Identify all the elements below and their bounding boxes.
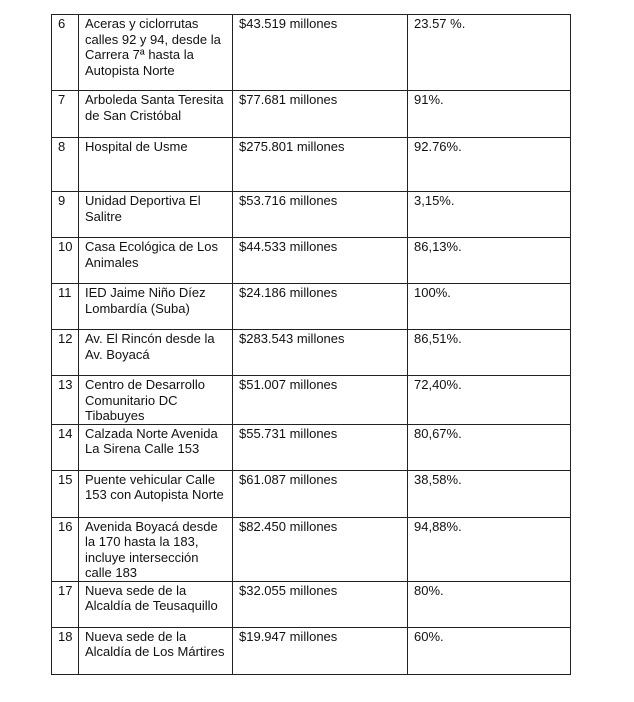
project-cost: $283.543 millones	[233, 330, 408, 376]
row-number: 8	[52, 138, 79, 192]
project-cost: $44.533 millones	[233, 238, 408, 284]
project-cost: $55.731 millones	[233, 424, 408, 470]
project-cost: $275.801 millones	[233, 138, 408, 192]
project-name: Av. El Rincón desde la Av. Boyacá	[79, 330, 233, 376]
project-name: IED Jaime Niño Díez Lombardía (Suba)	[79, 284, 233, 330]
project-cost: $19.947 millones	[233, 627, 408, 674]
project-name: Casa Ecológica de Los Animales	[79, 238, 233, 284]
table-row	[52, 627, 571, 674]
table-row	[52, 424, 571, 470]
project-progress: 86,51%.	[408, 330, 571, 376]
row-number: 11	[52, 284, 79, 330]
project-name: Nueva sede de la Alcaldía de Los Mártires	[79, 627, 233, 674]
row-number: 13	[52, 376, 79, 425]
table-row	[52, 15, 571, 91]
project-name: Centro de Desarrollo Comunitario DC Tibabuyes	[79, 376, 233, 425]
row-number: 10	[52, 238, 79, 284]
project-progress: 3,15%.	[408, 192, 571, 238]
table-row	[52, 330, 571, 376]
project-progress: 38,58%.	[408, 470, 571, 517]
row-number: 17	[52, 581, 79, 627]
row-number: 15	[52, 470, 79, 517]
project-cost: $82.450 millones	[233, 517, 408, 581]
project-name: Avenida Boyacá desde la 170 hasta la 183, incluye intersección calle 183	[79, 517, 233, 581]
project-name: Calzada Norte Avenida La Sirena Calle 153	[79, 424, 233, 470]
projects-table-container	[51, 14, 570, 675]
project-progress: 23.57 %.	[408, 15, 571, 91]
project-name: Hospital de Usme	[79, 138, 233, 192]
project-name: Arboleda Santa Teresita de San Cristóbal	[79, 91, 233, 138]
table-row	[52, 284, 571, 330]
row-number: 14	[52, 424, 79, 470]
table-row	[52, 376, 571, 425]
table-row	[52, 517, 571, 581]
project-cost: $32.055 millones	[233, 581, 408, 627]
project-progress: 60%.	[408, 627, 571, 674]
table-row	[52, 138, 571, 192]
project-cost: $43.519 millones	[233, 15, 408, 91]
row-number: 9	[52, 192, 79, 238]
project-cost: $24.186 millones	[233, 284, 408, 330]
project-progress: 94,88%.	[408, 517, 571, 581]
project-cost: $61.087 millones	[233, 470, 408, 517]
project-cost: $77.681 millones	[233, 91, 408, 138]
row-number: 6	[52, 15, 79, 91]
projects-table	[51, 14, 571, 675]
row-number: 7	[52, 91, 79, 138]
project-progress: 92.76%.	[408, 138, 571, 192]
table-row	[52, 581, 571, 627]
project-progress: 72,40%.	[408, 376, 571, 425]
row-number: 18	[52, 627, 79, 674]
row-number: 12	[52, 330, 79, 376]
project-progress: 100%.	[408, 284, 571, 330]
project-cost: $53.716 millones	[233, 192, 408, 238]
project-progress: 91%.	[408, 91, 571, 138]
row-number: 16	[52, 517, 79, 581]
project-progress: 80%.	[408, 581, 571, 627]
project-progress: 80,67%.	[408, 424, 571, 470]
project-cost: $51.007 millones	[233, 376, 408, 425]
project-name: Aceras y ciclorrutas calles 92 y 94, desde la Carrera 7ª hasta la Autopista Norte	[79, 15, 233, 91]
table-row	[52, 238, 571, 284]
project-name: Puente vehicular Calle 153 con Autopista Norte	[79, 470, 233, 517]
table-row	[52, 192, 571, 238]
project-progress: 86,13%.	[408, 238, 571, 284]
project-name: Nueva sede de la Alcaldía de Teusaquillo	[79, 581, 233, 627]
table-row	[52, 91, 571, 138]
project-name: Unidad Deportiva El Salitre	[79, 192, 233, 238]
table-row	[52, 470, 571, 517]
